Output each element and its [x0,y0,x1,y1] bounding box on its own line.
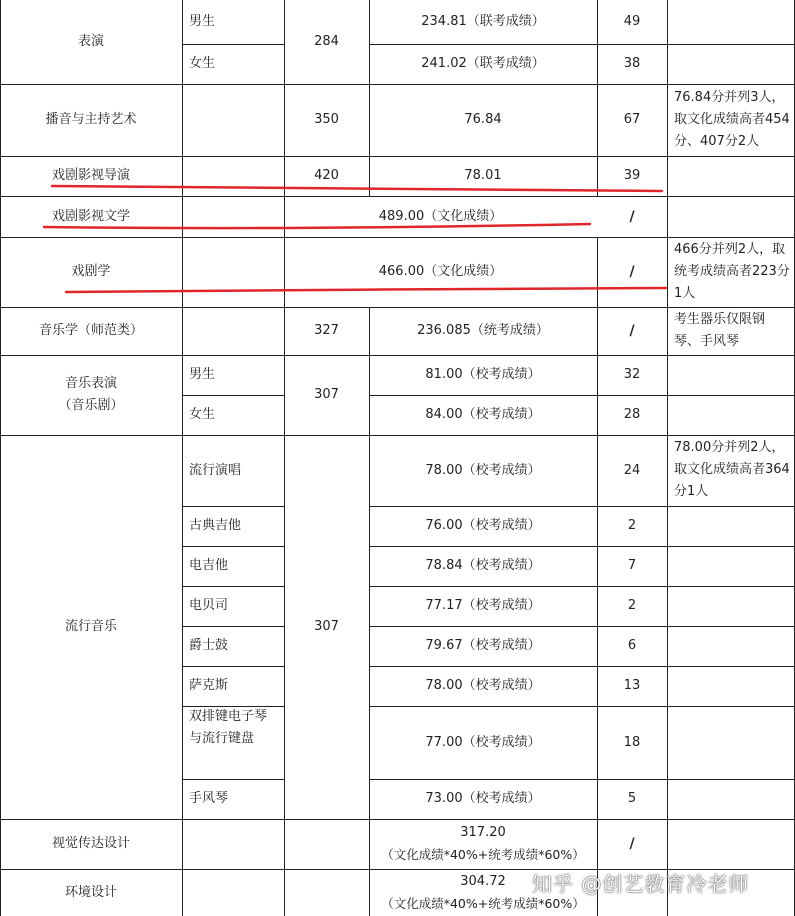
admit-count: 13 [623,678,641,693]
major-name: 播音与主持艺术 [45,112,137,127]
cutoff-score: 307 [314,387,339,402]
major-name: 音乐学（师范类） [38,323,143,338]
admit-count: 2 [627,598,637,613]
min-score: 466.00（文化成绩） [378,264,503,279]
admit-count: 32 [623,367,641,382]
sub-major-name: 流行演唱 [189,462,242,478]
min-score-line: （文化成绩*40%+统考成绩*60%） [381,895,585,911]
remark-line: 466分并列2人，取 [674,242,786,257]
major-name: 戏剧学 [71,264,111,279]
cutoff-score: 284 [314,34,339,49]
min-score: 489.00（文化成绩） [378,208,503,224]
min-score: 78.00（校考成绩） [425,678,541,693]
min-score: 76.84 [464,112,502,127]
admit-count: 7 [627,558,637,573]
sub-major-name: 爵士鼓 [189,638,229,653]
min-score-line: （文化成绩*40%+统考成绩*60%） [381,847,585,862]
remark-line: 分1人 [674,484,709,499]
watermark: 知乎 @创艺教育冷老师 [532,872,750,896]
sub-major-name: 电贝司 [189,598,229,613]
major-name: 环境设计 [64,884,117,900]
major-name: 戏剧影视导演 [51,168,130,183]
cutoff-score: 327 [314,323,339,338]
remark-line: 琴、手风琴 [674,334,740,349]
admit-count: 67 [623,112,641,127]
min-score-line: 317.20 [460,825,506,840]
min-score-line: 304.72 [460,873,506,889]
major-name: 视觉传达设计 [51,836,130,851]
sub-major-name-line: 与流行键盘 [189,731,255,746]
min-score: 77.00（校考成绩） [425,734,541,750]
major-name-line: 音乐表演 [64,376,117,391]
min-score: 241.02（联考成绩） [421,56,545,71]
red-underline [52,186,662,191]
major-name: 流行音乐 [64,619,117,634]
admit-count: / [629,264,635,280]
remark-line: 考生器乐仅限钢 [674,312,766,327]
min-score: 81.00（校考成绩） [425,367,541,382]
admit-count: 49 [623,14,641,29]
admit-count: 28 [623,407,641,422]
cutoff-score: 350 [314,112,339,127]
admit-count: 38 [623,56,641,71]
admit-count: / [629,323,635,339]
sub-major-name: 古典吉他 [189,518,242,533]
admit-count: 39 [623,168,641,183]
min-score: 76.00（校考成绩） [425,518,541,533]
major-name: 戏剧影视文学 [51,208,130,224]
admit-count: 24 [623,462,641,478]
admit-count: 2 [627,518,637,533]
gender-label: 男生 [189,14,216,29]
min-score: 234.81（联考成绩） [421,14,545,29]
cutoff-score: 420 [314,168,339,183]
cutoff-score: 307 [314,619,339,634]
remark-line: 取文化成绩高者364 [674,462,790,477]
min-score: 79.67（校考成绩） [425,638,541,653]
remark-line: 分、407分2人 [674,134,760,149]
remark-line: 78.00分并列2人， [674,440,785,455]
gender-label: 女生 [189,407,216,422]
sub-major-name: 萨克斯 [189,678,229,693]
admit-count: 18 [623,734,641,750]
min-score: 78.84（校考成绩） [425,558,541,573]
gender-label: 女生 [189,56,216,71]
remark-line: 统考成绩高者223分 [674,264,790,279]
min-score: 78.01 [464,168,502,183]
admit-count: 6 [627,638,637,653]
red-underline [66,288,666,292]
admit-count: / [629,208,635,225]
sub-major-name: 电吉他 [189,558,229,573]
min-score: 73.00（校考成绩） [425,791,541,806]
major-name-line: （音乐剧） [58,398,124,413]
remark-line: 取文化成绩高者454 [674,112,790,127]
min-score: 236.085（统考成绩） [417,323,549,338]
gender-label: 男生 [189,367,216,382]
remark-line: 76.84分并列3人， [674,90,785,105]
sub-major-name-line: 双排键电子琴 [189,709,268,724]
min-score: 78.00（校考成绩） [425,462,541,478]
red-underline [44,224,590,228]
min-score: 77.17（校考成绩） [425,598,541,613]
min-score: 84.00（校考成绩） [425,407,541,422]
admit-count: 5 [627,791,637,806]
sub-major-name: 手风琴 [189,791,229,806]
remark-line: 1人 [674,286,696,301]
admit-count: / [629,836,635,852]
major-name: 表演 [77,34,104,49]
